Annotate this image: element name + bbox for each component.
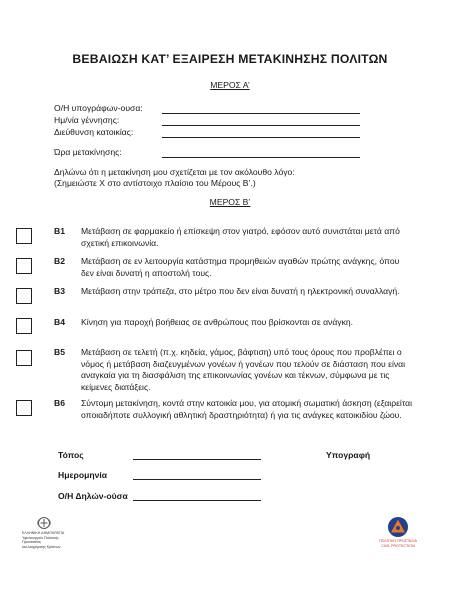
signature-label: Υπογραφή [326, 450, 371, 460]
reason-checkbox-b4[interactable] [16, 318, 32, 334]
reason-text: Μετάβαση στην τράπεζα, στο μέτρο που δεν είναι δυνατή η ηλεκτρονική συναλλαγή. [81, 286, 400, 296]
field-birthdate-label: Ημ/νία γέννησης: [54, 115, 120, 125]
reason-code: Β4 [54, 317, 65, 327]
field-time-label: Ώρα μετακίνησης: [54, 147, 122, 157]
left-org-line-3: και Διαχείρισης Κρίσεων [22, 544, 61, 549]
declaration-line-1: Δηλώνω ότι η μετακίνηση μου σχετίζεται με τον ακόλουθο λόγο: [54, 167, 295, 177]
reason-text: Σύντομη μετακίνηση, κοντά στην κατοικία μου, για ατομική σωματική άσκηση (εξαιρείται οποιαδήποτε συλλογική αθλητική δραστηριότητα) ή για τις ανάγκες κατοικιδίου ζώου. [81, 398, 412, 420]
declarant-label: Ο/Η Δηλών-ούσα [58, 491, 128, 501]
right-org-line-2: CIVIL PROTECTION [381, 543, 415, 548]
civil-protection-logo [374, 516, 422, 552]
field-signatory-line[interactable] [162, 113, 360, 114]
place-line[interactable] [133, 459, 261, 460]
reason-code: Β3 [54, 286, 65, 296]
greek-emblem-icon [22, 516, 112, 530]
reason-checkbox-b5[interactable] [16, 350, 32, 366]
date-line[interactable] [133, 479, 261, 480]
reason-text: Μετάβαση σε φαρμακείο ή επίσκεψη στον γιατρό, εφόσον αυτό συνιστάται μετά από σχετική επικοινωνία. [81, 226, 400, 248]
date-label: Ημερομηνία [58, 470, 108, 480]
field-address-label: Διεύθυνση κατοικίας: [54, 127, 134, 137]
page-title: ΒΕΒΑΙΩΣΗ ΚΑΤ’ ΕΞΑΙΡΕΣΗ ΜΕΤΑΚΙΝΗΣΗΣ ΠΟΛΙΤΩΝ [72, 52, 388, 66]
field-signatory-label: Ο/Η υπογράφων-ουσα: [54, 103, 143, 113]
declarant-line[interactable] [133, 500, 261, 501]
reason-checkbox-b6[interactable] [16, 400, 32, 416]
reason-code: Β6 [54, 398, 65, 408]
place-label: Τόπος [58, 450, 84, 460]
right-org-line-1: ΠΟΛΙΤΙΚΗ ΠΡΟΣΤΑΣΙΑ [379, 539, 417, 543]
reason-checkbox-b1[interactable] [16, 228, 32, 244]
reason-checkbox-b2[interactable] [16, 258, 32, 274]
left-org-line-1: ΕΛΛΗΝΙΚΗ ΔΗΜΟΚΡΑΤΙΑ [22, 531, 65, 535]
civil-protection-emblem-icon [387, 516, 409, 538]
reason-code: Β2 [54, 256, 65, 266]
declaration-text [54, 167, 404, 189]
hellenic-republic-logo [22, 516, 112, 549]
reason-code: Β1 [54, 226, 65, 236]
field-birthdate-line[interactable] [162, 125, 360, 126]
field-address-line[interactable] [162, 137, 360, 138]
reason-text: Μετάβαση σε τελετή (π.χ. κηδεία, γάμος, βάφτιση) υπό τους όρους που προβλέπει ο νόμος ή μετάβαση διαζευγμένων γονέων ή γονέων που τελούν σε διάσταση που είναι αναγκαία για τη διασφάλιση της επικοινωνίας γονέων και τέκνων, σύμφωνα με τις κείμενες διατάξεις. [81, 347, 406, 392]
reason-checkbox-b3[interactable] [16, 288, 32, 304]
field-time-line[interactable] [162, 157, 360, 158]
part-b-heading: ΜΕΡΟΣ Β’ [209, 197, 251, 207]
reason-code: Β5 [54, 347, 65, 357]
reason-text: Μετάβαση σε εν λειτουργία κατάστημα προμηθειών αγαθών πρώτης ανάγκης, όπου δεν είναι δυνατή η αποστολή τους. [81, 256, 400, 278]
declaration-line-2: (Σημειώστε Χ στο αντίστοιχο πλαίσιο του Μέρους Β’.) [54, 178, 256, 188]
part-a-heading: ΜΕΡΟΣ Α’ [210, 80, 250, 90]
left-org-line-2: Υφυπουργείο Πολιτικής Προστασίας [22, 535, 59, 545]
reason-text: Κίνηση για παροχή βοήθειας σε ανθρώπους που βρίσκονται σε ανάγκη. [81, 317, 354, 327]
